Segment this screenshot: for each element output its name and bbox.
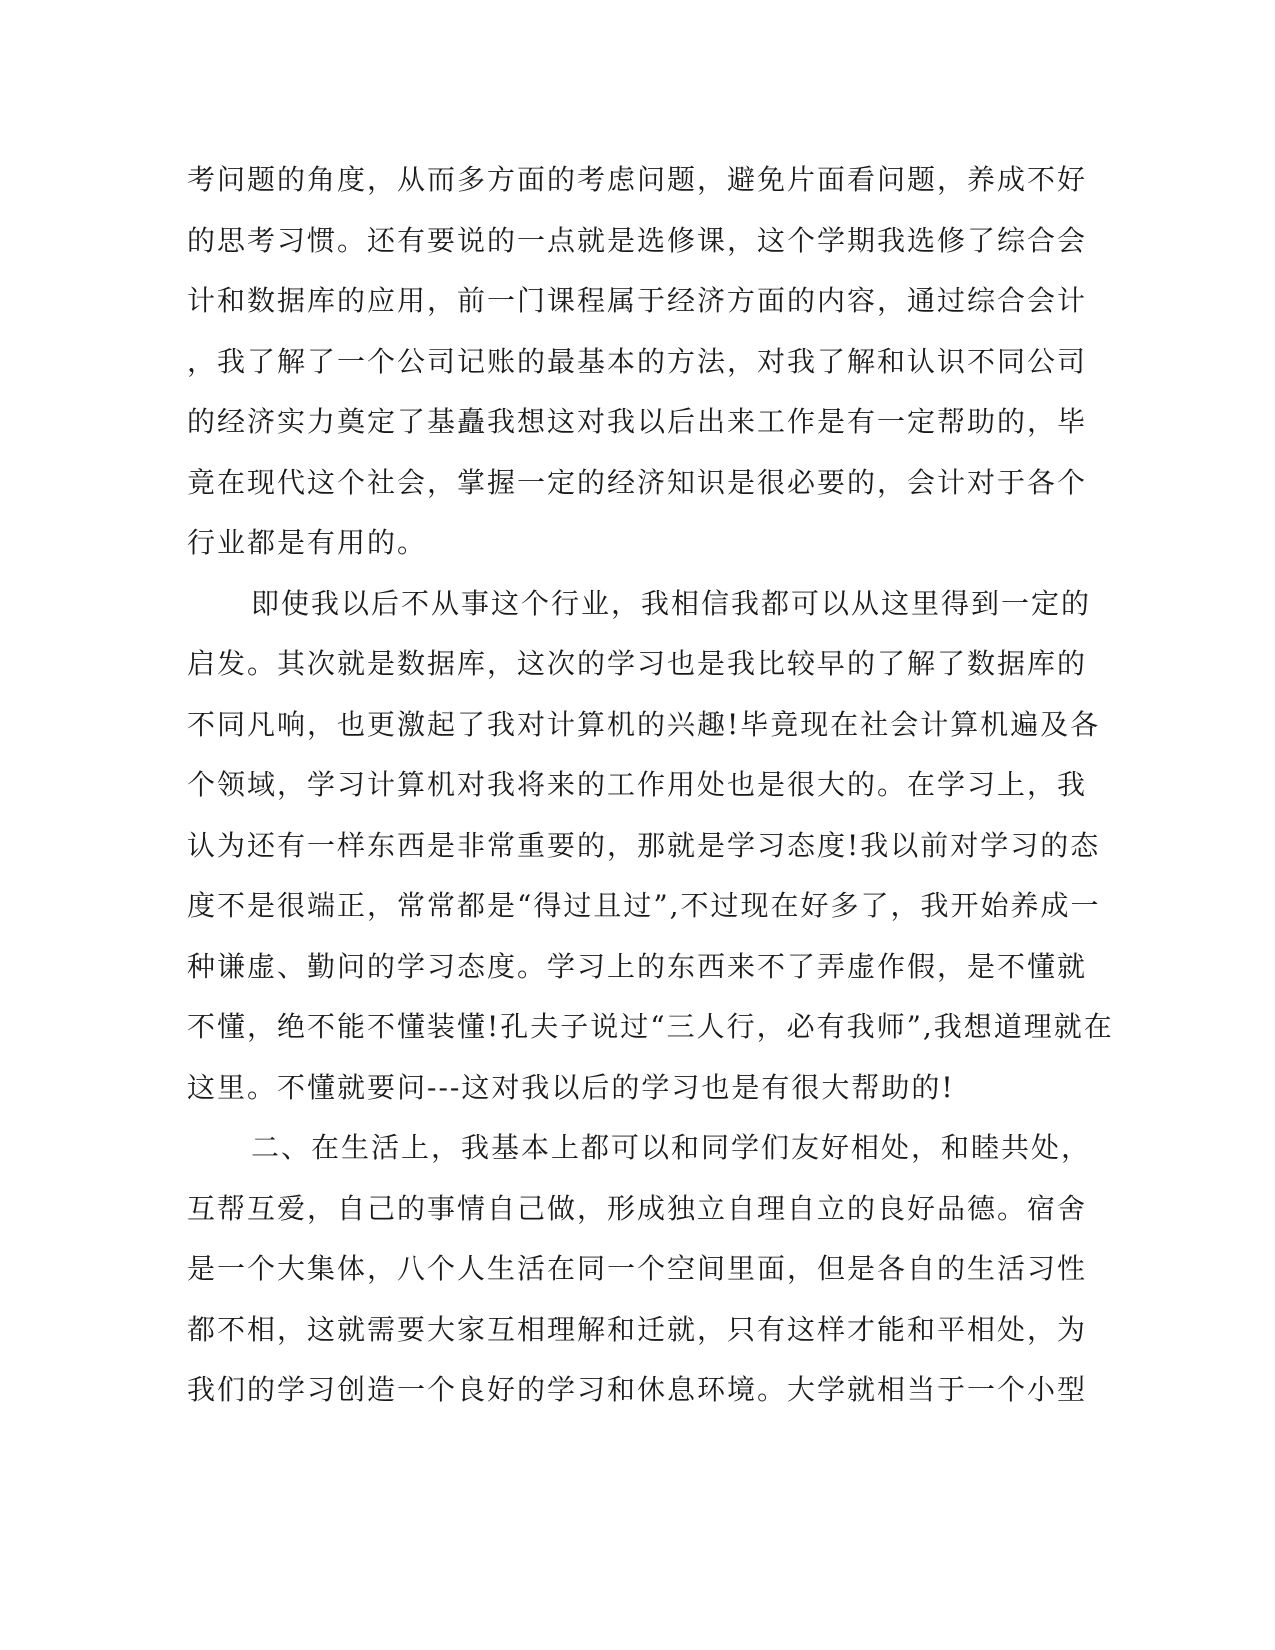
text-line: 是一个大集体，八个人生活在同一个空间里面，但是各自的生活习性 (187, 1252, 1088, 1285)
text-line: ，我了解了一个公司记账的最基本的方法，对我了解和认识不同公司 (187, 344, 1088, 378)
text-line: 互帮互爱，自己的事情自己做，形成独立自理自立的良好品德。宿舍 (187, 1191, 1088, 1225)
text-line: 这里。不懂就要问---这对我以后的学习也是有很大帮助的! (187, 1070, 955, 1104)
text-line: 都不相，这就需要大家互相理解和迁就，只有这样才能和平相处，为 (187, 1312, 1088, 1346)
text-line: 我们的学习创造一个良好的学习和休息环境。大学就相当于一个小型 (187, 1373, 1088, 1406)
text-line: 度不是很端正，常常都是“得过且过”,不过现在好多了，我开始养成一 (187, 889, 1101, 922)
text-line: 的经济实力奠定了基矗我想这对我以后出来工作是有一定帮助的，毕 (187, 405, 1088, 438)
text-line: 竟在现代这个社会，掌握一定的经济知识是很必要的，会计对于各个 (187, 465, 1088, 499)
text-line: 计和数据库的应用，前一门课程属于经济方面的内容，通过综合会计 (187, 284, 1088, 317)
text-line: 的思考习惯。还有要说的一点就是选修课，这个学期我选修了综合会 (187, 223, 1088, 257)
paragraph-first-line: 即使我以后不从事这个行业，我相信我都可以从这里得到一定的 (251, 586, 1092, 620)
text-line: 认为还有一样东西是非常重要的，那就是学习态度!我以前对学习的态 (187, 828, 1101, 862)
text-line: 行业都是有用的。 (187, 526, 428, 559)
text-line: 种谦虚、勤问的学习态度。学习上的东西来不了弄虚作假，是不懂就 (187, 949, 1088, 983)
text-line: 个领域，学习计算机对我将来的工作用处也是很大的。在学习上，我 (187, 768, 1088, 801)
body-text (187, 150, 1114, 1421)
text-line: 不同凡响，也更激起了我对计算机的兴趣!毕竟现在社会计算机遍及各 (187, 707, 1101, 741)
text-line: 不懂，绝不能不懂装懂!孔夫子说过“三人行，必有我师”,我想道理就在 (187, 1010, 1114, 1043)
paragraph-first-line: 二、在生活上，我基本上都可以和同学们友好相处，和睦共处， (251, 1131, 1092, 1164)
text-line: 启发。其次就是数据库，这次的学习也是我比较早的了解了数据库的 (187, 647, 1088, 680)
text-line: 考问题的角度，从而多方面的考虑问题，避免片面看问题，养成不好 (187, 163, 1088, 196)
